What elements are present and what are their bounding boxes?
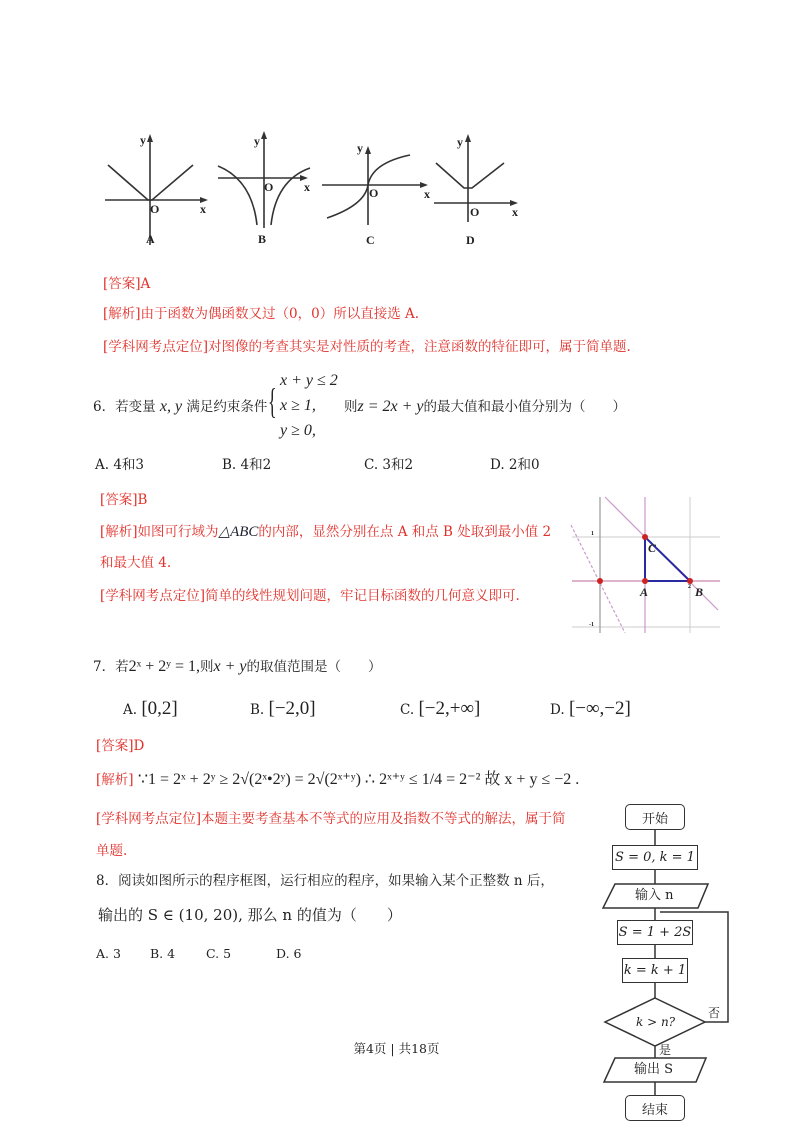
graph-c-y-label: y bbox=[357, 141, 363, 155]
graph-c-x-label: x bbox=[424, 187, 430, 201]
q6-vars: x, y bbox=[159, 398, 183, 415]
q6-suffix: 的最大值和最小值分别为（ ） bbox=[423, 399, 627, 415]
q6-then: 则 bbox=[344, 399, 358, 415]
q5-analysis: [解析]由于函数为偶函数又过（0，0）所以直接选 A. bbox=[103, 306, 420, 322]
tick-2: 2 bbox=[688, 584, 691, 590]
q7-location-line1: [学科网考点定位]本题主要考查基本不等式的应用及指数不等式的解法，属于简 bbox=[96, 811, 566, 827]
q8-option-c: C. 5 bbox=[206, 946, 232, 961]
graph-b-label: B bbox=[258, 232, 267, 246]
graph-a-origin: O bbox=[150, 202, 160, 216]
flow-yes-label: 是 bbox=[659, 1043, 672, 1057]
q6-analysis-line2: 和最大值 4. bbox=[100, 555, 172, 571]
q7-then: 则 bbox=[200, 659, 214, 675]
q8-option-a: A. 3 bbox=[96, 946, 121, 961]
flow-condition: k > n? bbox=[636, 1015, 676, 1029]
q7-location-line2: 单题. bbox=[96, 843, 128, 859]
q6-option-a: A. 4和3 bbox=[95, 457, 145, 473]
graph-a-x-label: x bbox=[200, 202, 206, 216]
point-c-label: C bbox=[648, 541, 657, 555]
q7-option-d-label: D. bbox=[550, 702, 565, 718]
q7-prefix: 7．若 bbox=[93, 659, 129, 675]
graph-d-label: D bbox=[466, 233, 475, 247]
q5-answer: [答案]A bbox=[103, 276, 151, 292]
q7-option-c-value: [−2,+∞] bbox=[418, 698, 481, 719]
q7-option-c-label: C. bbox=[400, 702, 415, 718]
flow-end: 结束 bbox=[625, 1095, 685, 1121]
q5-location: [学科网考点定位]对图像的考查其实是对性质的考查，注意函数的特征即可，属于简单题. bbox=[103, 339, 631, 355]
flow-step-k: k = k + 1 bbox=[622, 958, 688, 983]
page-footer: 第4页 | 共18页 bbox=[353, 1041, 440, 1056]
graph-b-origin: O bbox=[264, 180, 274, 194]
flow-start: 开始 bbox=[625, 804, 685, 830]
q6-expr: z = 2x + y bbox=[357, 398, 424, 415]
tick-1: 1 bbox=[591, 531, 594, 537]
graph-c-origin: O bbox=[369, 186, 379, 200]
q6-constraint-1: x + y ≤ 2 bbox=[280, 372, 338, 389]
graph-d-origin: O bbox=[470, 205, 480, 219]
q8-stem-line1: 8．阅读如图所示的程序框图，运行相应的程序，如果输入某个正整数 n 后， bbox=[96, 873, 554, 889]
q6-option-b: B. 4和2 bbox=[222, 457, 272, 473]
flow-init: S = 0, k = 1 bbox=[612, 845, 698, 870]
q8-stem-line2: 输出的 S ∈ (10, 20), 那么 n 的值为（ ） bbox=[98, 906, 402, 924]
q6-mid: 满足约束条件 bbox=[186, 399, 268, 415]
graph-a-label: A bbox=[146, 232, 155, 246]
q7-option-b-value: [−2,0] bbox=[268, 698, 316, 719]
q7-equation: 2ˣ + 2ʸ = 1, bbox=[128, 658, 201, 675]
flow-step-s: S = 1 + 2S bbox=[617, 920, 693, 945]
graph-b-x-label: x bbox=[304, 180, 310, 194]
q8-option-d: D. 6 bbox=[276, 946, 302, 961]
tick-neg1: -1 bbox=[589, 622, 594, 628]
flow-no-label: 否 bbox=[708, 1006, 721, 1020]
q7-analysis-label: [解析] bbox=[96, 772, 134, 788]
q6-analysis-b: 的内部，显然分别在点 A 和点 B 处取到最小值 2 bbox=[258, 524, 552, 540]
q6-option-c: C. 3和2 bbox=[364, 457, 414, 473]
q7-suffix: 的取值范围是（ ） bbox=[246, 659, 382, 675]
q7-option-d-value: [−∞,−2] bbox=[568, 698, 631, 719]
graph-a-y-label: y bbox=[140, 133, 146, 147]
q6-option-d: D. 2和0 bbox=[490, 457, 540, 473]
q8-option-b: B. 4 bbox=[150, 946, 176, 961]
q6-analysis-triangle: △ABC bbox=[218, 524, 259, 540]
point-a-label: A bbox=[640, 585, 649, 599]
q7-option-a-label: A. bbox=[123, 702, 138, 718]
q6-analysis-a: [解析]如图可行域为 bbox=[100, 524, 219, 540]
flow-output: 输出 S bbox=[634, 1062, 674, 1077]
q7-option-b-label: B. bbox=[250, 702, 265, 718]
q6-prefix: 6．若变量 bbox=[93, 399, 156, 415]
graph-c-label: C bbox=[366, 233, 375, 247]
point-b-label: B bbox=[695, 585, 704, 599]
q6-answer: [答案]B bbox=[100, 492, 148, 508]
q7-answer: [答案]D bbox=[96, 738, 145, 754]
q7-analysis-math: ∵1 = 2ˣ + 2ʸ ≥ 2√(2ˣ•2ʸ) = 2√(2ˣ⁺ʸ) ∴ 2ˣ⁺ʸ ≤ 1/4 = 2⁻² 故 x + y ≤ −2 . bbox=[137, 771, 580, 788]
q6-brace: { bbox=[268, 381, 277, 421]
graph-d-y-label: y bbox=[457, 135, 463, 149]
q6-location: [学科网考点定位]简单的线性规划问题，牢记目标函数的几何意义即可. bbox=[100, 588, 520, 604]
graph-b-y-label: y bbox=[254, 134, 260, 148]
q6-constraint-2: x ≥ 1, bbox=[280, 397, 316, 414]
graph-d-x-label: x bbox=[512, 205, 518, 219]
q7-option-a-value: [0,2] bbox=[141, 698, 178, 719]
q6-constraint-3: y ≥ 0, bbox=[280, 422, 316, 439]
q7-expr: x + y bbox=[213, 658, 247, 675]
flow-input: 输入 n bbox=[635, 888, 674, 903]
